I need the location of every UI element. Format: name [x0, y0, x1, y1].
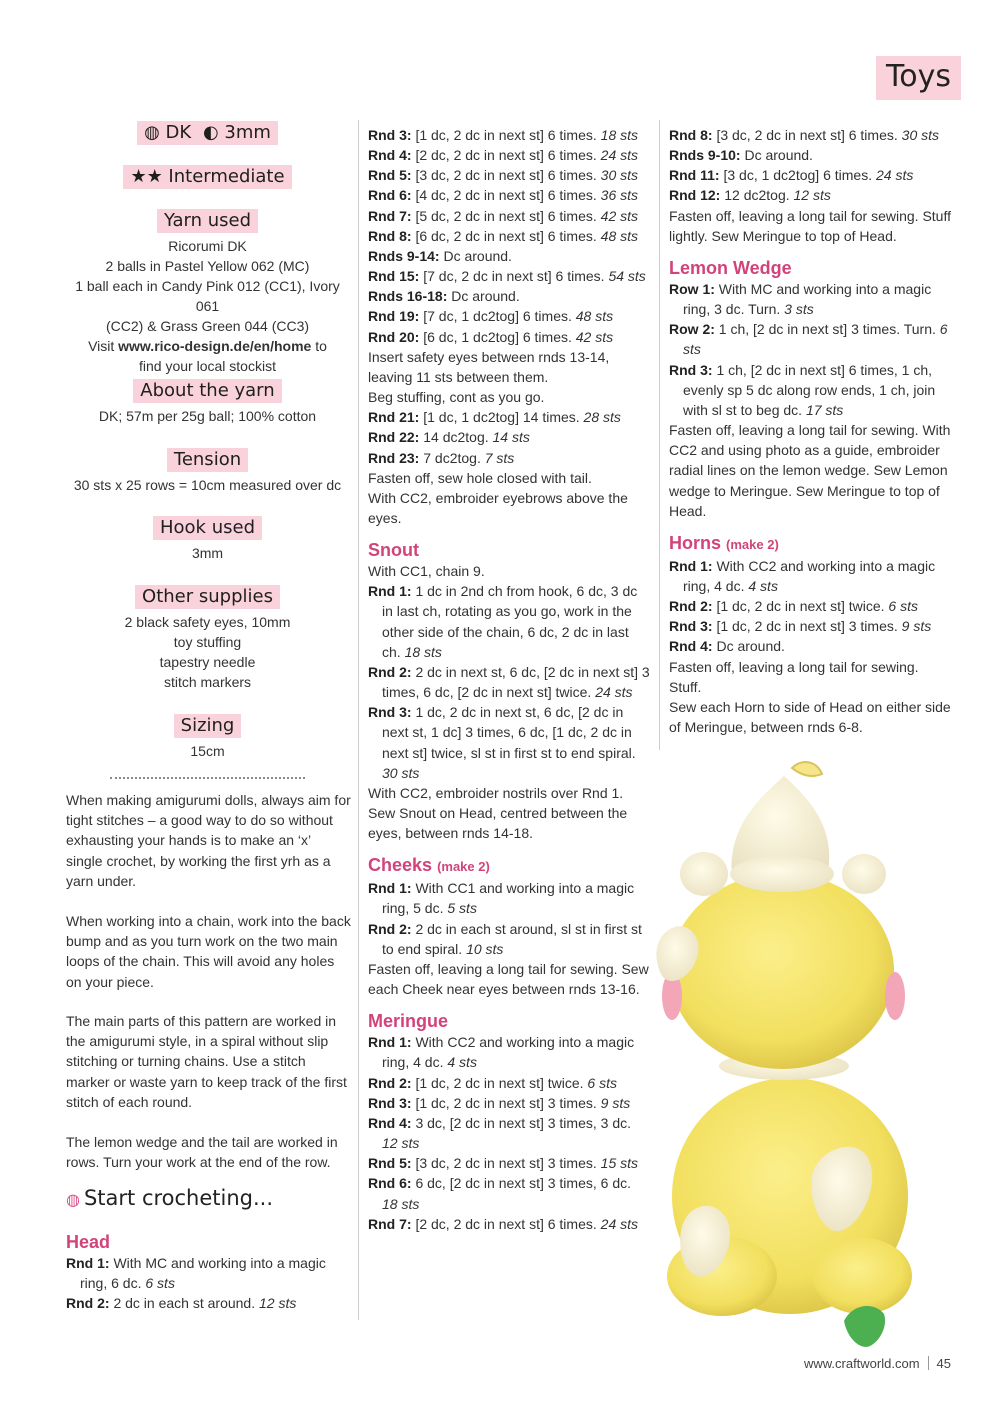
sizing-title: Sizing	[174, 714, 242, 738]
yarn-line: 1 ball each in Candy Pink 012 (CC1), Ivory 061	[75, 278, 340, 314]
yarn-ball-icon: ◍	[144, 122, 160, 143]
page-footer	[804, 1356, 951, 1371]
section-tag: Toys	[876, 56, 961, 100]
visit-text: Visit	[88, 338, 115, 354]
yarn-line: 2 balls in Pastel Yellow 062 (MC)	[105, 258, 310, 274]
pattern-round: Rnd 3: [1 dc, 2 dc in next st] 3 times. 9 sts	[669, 618, 932, 635]
start-heading: ◍ Start crocheting...	[66, 1186, 274, 1210]
amigurumi-toy-photo	[612, 756, 962, 1356]
pattern-round: Rnd 2: [1 dc, 2 dc in next st] twice. 6 sts	[669, 598, 918, 615]
about-title: About the yarn	[133, 379, 281, 403]
pattern-note: Fasten off, leaving a long tail for sewing. Stuff lightly. Sew Meringue to top of Head.	[669, 207, 951, 244]
supply-item: stitch markers	[163, 674, 252, 690]
pattern-round: Rnd 22: 14 dc2tog. 14 sts	[368, 429, 530, 446]
pattern-round: Rnd 2: [1 dc, 2 dc in next st] twice. 6 sts	[368, 1074, 617, 1091]
yarn-ball-icon: ◍	[66, 1190, 80, 1209]
middle-column	[368, 125, 650, 1234]
pattern-round: Rnd 4: [2 dc, 2 dc in next st] 6 times. 24 sts	[368, 147, 639, 164]
weight-hook-badge	[66, 121, 349, 145]
pattern-note: Fasten off, leaving a long tail for sewing. With CC2 and using photo as a guide, embroider radial lines on the lemon wedge. Sew Lemon wedge to Meringue. Sew Meringue to top of Head.	[669, 422, 951, 519]
pattern-round: Rnds 9-10: Dc around.	[669, 147, 813, 164]
hook-icon: ◐	[202, 122, 219, 143]
pattern-note: Sew each Horn to side of Head on either side of Meringue, between rnds 6-8.	[669, 698, 951, 736]
pattern-round: Rnds 9-14: Dc around.	[368, 247, 512, 264]
yarn-section	[66, 209, 349, 376]
pattern-note: Fasten off, sew hole closed with tail.	[368, 469, 592, 486]
sizing-text: 15cm	[190, 743, 225, 759]
cheeks-title: Cheeks (make 2)	[368, 855, 490, 876]
pattern-round: Row 2: 1 ch, [2 dc in next st] 3 times. Turn. 6 sts	[669, 321, 948, 358]
pattern-round: Rnd 1: With CC2 and working into a magic ring, 4 dc. 4 sts	[368, 1034, 635, 1071]
pattern-note: With CC2, embroider nostrils over Rnd 1. Sew Snout on Head, centred between the eyes, between rnds 14-18.	[368, 784, 628, 842]
visit-text: find your local stockist	[139, 358, 276, 374]
hook-section	[66, 516, 349, 563]
tip-paragraph: The lemon wedge and the tail are worked in rows. Turn your work at the end of the row.	[66, 1134, 338, 1171]
pattern-round: Rnd 3: 1 ch, [2 dc in next st] 6 times, 1 ch, evenly sp 5 dc along row ends, 1 ch, join with sl st to beg dc. 17 sts	[669, 361, 936, 418]
lemon-title: Lemon Wedge	[669, 257, 792, 278]
right-column	[669, 125, 954, 737]
supply-item: 2 black safety eyes, 10mm	[124, 614, 291, 630]
pattern-round: Rnd 7: [5 dc, 2 dc in next st] 6 times. 42 sts	[368, 207, 639, 224]
tension-section	[66, 448, 349, 495]
rico-link[interactable]: www.rico-design.de/en/home	[118, 338, 312, 354]
hook-size: 3mm	[224, 122, 271, 143]
pattern-note: Insert safety eyes between rnds 13-14, leaving 11 sts between them.	[368, 348, 610, 385]
pattern-round: Rnd 15: [7 dc, 2 dc in next st] 6 times. 54 sts	[368, 268, 646, 285]
pattern-round: Rnd 6: [4 dc, 2 dc in next st] 6 times. 36 sts	[368, 187, 639, 204]
pattern-round: Rnd 5: [3 dc, 2 dc in next st] 6 times. 30 sts	[368, 167, 639, 184]
supply-item: toy stuffing	[173, 634, 242, 650]
snout-title: Snout	[368, 540, 419, 561]
visit-text: to	[315, 338, 327, 354]
tip-paragraph: The main parts of this pattern are worked in the amigurumi style, in a spiral without slip stitching or turning chains. Use a stitch marker or waste yarn to keep track of the first stitch of each round.	[66, 1013, 347, 1110]
pattern-round: Rnd 2: 2 dc in each st around, sl st in first st to end spiral. 10 sts	[368, 920, 642, 957]
yarn-line: (CC2) & Grass Green 044 (CC3)	[105, 318, 310, 334]
pattern-round: Rnd 19: [7 dc, 1 dc2tog] 6 times. 48 sts	[368, 308, 614, 325]
pattern-round: Rnd 1: 1 dc in 2nd ch from hook, 6 dc, 3 dc in last ch, rotating as you go, work in the other side of the chain, 6 dc, 2 dc in last ch. 18 sts	[368, 583, 638, 660]
page-number: 45	[936, 1356, 951, 1371]
pattern-round: Rnd 7: [2 dc, 2 dc in next st] 6 times. 24 sts	[368, 1215, 639, 1232]
supplies-section	[66, 585, 349, 692]
pattern-round: Rnd 21: [1 dc, 1 dc2tog] 14 times. 28 sts	[368, 409, 621, 426]
pattern-round: Rnd 20: [6 dc, 1 dc2tog] 6 times. 42 sts	[368, 328, 614, 345]
pattern-round: Rnd 2: 2 dc in next st, 6 dc, [2 dc in next st] 3 times, 6 dc, [2 dc in next st] twice. 24 sts	[368, 663, 650, 701]
dotted-divider	[110, 777, 305, 779]
pattern-round: Rnd 1: With CC1 and working into a magic ring, 5 dc. 5 sts	[368, 880, 635, 917]
pattern-round: Row 1: With MC and working into a magic ring, 3 dc. Turn. 3 sts	[669, 280, 932, 318]
supplies-title: Other supplies	[135, 585, 280, 609]
pattern-round: Rnd 1: With CC2 and working into a magic ring, 4 dc. 4 sts	[669, 557, 936, 594]
pattern-round: Rnd 8: [3 dc, 2 dc in next st] 6 times. 30 sts	[669, 127, 940, 143]
website-link[interactable]: www.craftworld.com	[803, 1356, 920, 1371]
head-title: Head	[66, 1232, 111, 1252]
pattern-note: Fasten off, leaving a long tail for sewing. Sew each Cheek near eyes between rnds 13-16.	[368, 960, 649, 998]
pattern-note: Beg stuffing, cont as you go.	[368, 389, 545, 406]
horns-title: Horns (make 2)	[669, 532, 779, 553]
pattern-round: Rnd 3: 1 dc, 2 dc in next st, 6 dc, [2 dc in next st, 1 dc] 3 times, 6 dc, [1 dc, 2 dc in next st] twice, sl st in first st to end spiral. 30 sts	[368, 704, 636, 781]
pattern-note: Fasten off, leaving a long tail for sewing. Stuff.	[669, 658, 919, 695]
supply-item: tapestry needle	[159, 654, 256, 670]
pattern-round: Rnd 4: Dc around.	[669, 638, 785, 655]
tension-text: 30 sts x 25 rows = 10cm measured over dc	[73, 477, 342, 493]
tip-paragraph: When making amigurumi dolls, always aim for tight stitches – a good way to do so without exhausting your hands is to make an ‘x’ single crochet, by working the first yrh as a yarn under.	[66, 792, 351, 889]
pattern-round: Rnd 3: [1 dc, 2 dc in next st] 3 times. 9 sts	[368, 1094, 631, 1111]
about-section	[66, 379, 349, 426]
pattern-round: Rnd 6: 6 dc, [2 dc in next st] 3 times, 6 dc. 18 sts	[368, 1175, 631, 1212]
yarn-title: Yarn used	[157, 209, 258, 233]
tension-title: Tension	[167, 448, 248, 472]
pattern-round: Rnd 23: 7 dc2tog. 7 sts	[368, 449, 515, 466]
yarn-weight: DK	[165, 122, 192, 143]
pattern-round: Rnd 3: [1 dc, 2 dc in next st] 6 times. 18 sts	[368, 127, 639, 143]
head-section	[66, 1231, 351, 1313]
pattern-round: Rnd 1: With MC and working into a magic ring, 6 dc. 6 sts	[66, 1255, 326, 1292]
hook-title: Hook used	[153, 516, 262, 540]
pattern-round: Rnds 16-18: Dc around.	[368, 288, 520, 305]
hook-text: 3mm	[191, 545, 224, 561]
difficulty-badge: ★★ Intermediate	[123, 165, 291, 189]
sizing-section	[66, 714, 349, 761]
about-text: DK; 57m per 25g ball; 100% cotton	[98, 408, 317, 424]
pattern-note: With CC2, embroider eyebrows above the eyes.	[368, 489, 628, 526]
pattern-round: Rnd 11: [3 dc, 1 dc2tog] 6 times. 24 sts	[669, 167, 914, 184]
tip-paragraph: When working into a chain, work into the back bump and as you turn work on the two main loops of the chain. This will avoid any holes on your piece.	[66, 913, 351, 990]
pattern-round: Rnd 4: 3 dc, [2 dc in next st] 3 times, 3 dc. 12 sts	[368, 1114, 631, 1152]
pattern-round: Rnd 5: [3 dc, 2 dc in next st] 3 times. 15 sts	[368, 1155, 639, 1172]
column-divider	[659, 120, 660, 750]
yarn-line: Ricorumi DK	[168, 238, 247, 254]
pattern-round: Rnd 8: [6 dc, 2 dc in next st] 6 times. 48 sts	[368, 227, 639, 244]
pattern-round: Rnd 2: 2 dc in each st around. 12 sts	[66, 1295, 297, 1312]
pattern-note: With CC1, chain 9.	[368, 563, 485, 580]
pattern-round: Rnd 12: 12 dc2tog. 12 sts	[669, 187, 831, 204]
meringue-title: Meringue	[368, 1011, 449, 1032]
column-divider	[358, 120, 359, 1320]
